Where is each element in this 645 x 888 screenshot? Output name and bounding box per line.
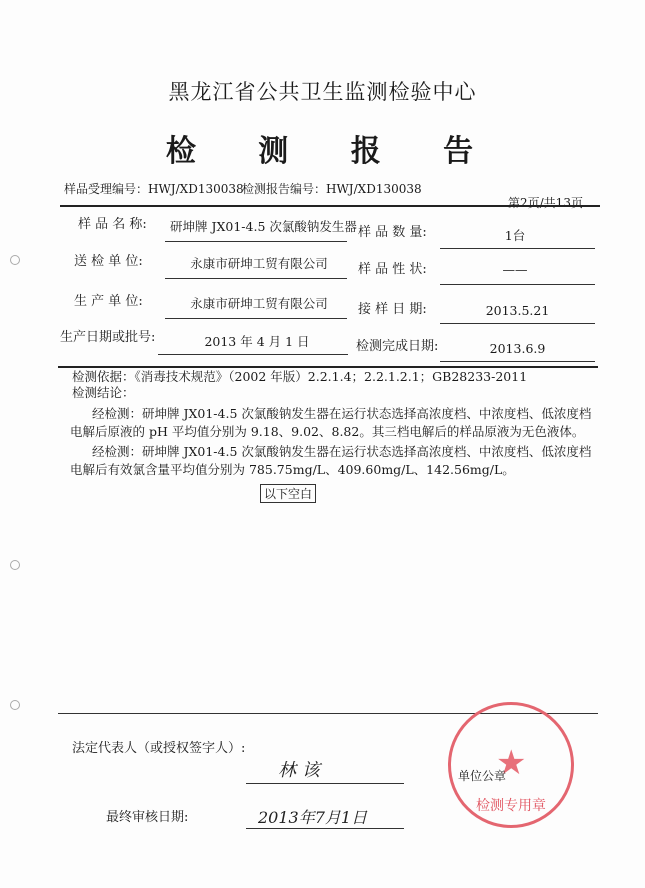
- field-underline: [440, 323, 595, 324]
- field-underline: [158, 354, 348, 355]
- field-underline: [165, 241, 347, 242]
- conclusion-para2-line1: 经检测：研坤牌 JX01-4.5 次氯酸钠发生器在运行状态选择高浓度档、中浓度档、低浓度档: [92, 444, 592, 459]
- conclusion-para2-line2: 电解后有效氯含量平均值分别为 785.75mg/L、409.60mg/L、142.56mg/L。: [70, 462, 515, 477]
- sample-qty-value: 1台: [504, 228, 526, 243]
- conclusion-para1-line1: 经检测：研坤牌 JX01-4.5 次氯酸钠发生器在运行状态选择高浓度档、中浓度档、低浓度档: [92, 406, 592, 421]
- sample-nature-label: 样 品 性 状:: [358, 262, 427, 277]
- field-underline: [165, 318, 347, 319]
- final-date-value: 2013年7月1日: [258, 808, 368, 827]
- sample-accept-no: 样品受理编号：HWJ/XD130038: [64, 182, 244, 196]
- sample-name-label: 样 品 名 称:: [78, 217, 147, 232]
- blank-below-note: 以下空白: [260, 484, 316, 503]
- field-underline: [440, 284, 595, 285]
- complete-date-value: 2013.6.9: [489, 341, 546, 356]
- sample-nature-value: ——: [502, 262, 528, 277]
- page-info: 第2页/共13页: [508, 196, 583, 210]
- sample-qty-label: 样 品 数 量:: [358, 225, 427, 240]
- producer-value: 永康市研坤工贸有限公司: [190, 296, 328, 311]
- header-rule: [60, 205, 600, 207]
- star-icon: ★: [496, 743, 527, 783]
- signature: 林 该: [278, 760, 320, 781]
- punch-hole: [10, 700, 20, 710]
- punch-hole: [10, 255, 20, 265]
- final-date-label: 最终审核日期:: [106, 810, 189, 825]
- sample-name-value: 研坤牌 JX01-4.5 次氯酸钠发生器: [170, 219, 357, 234]
- report-no: 检测报告编号：HWJ/XD130038: [242, 182, 422, 196]
- batch-label: 生产日期或批号:: [60, 330, 156, 345]
- seal-text: 检测专用章: [476, 798, 546, 814]
- batch-value: 2013 年 4 月 1 日: [204, 334, 310, 349]
- producer-label: 生 产 单 位:: [74, 294, 143, 309]
- date-line: [246, 828, 404, 829]
- receive-date-value: 2013.5.21: [485, 303, 550, 318]
- unit-seal-label: 单位公章: [458, 769, 507, 783]
- sender-value: 永康市研坤工贸有限公司: [190, 256, 328, 271]
- field-underline: [440, 248, 595, 249]
- organization-name: 黑龙江省公共卫生监测检验中心: [168, 80, 477, 104]
- legal-rep-label: 法定代表人（或授权签字人）:: [72, 741, 246, 756]
- complete-date-label: 检测完成日期:: [356, 339, 439, 354]
- conclusion-label: 检测结论：: [72, 385, 135, 400]
- conclusion-para1-line2: 电解后原液的 pH 平均值分别为 9.18、9.02、8.82。其三档电解后的样品原液为无色液体。: [70, 424, 585, 439]
- signature-line: [246, 783, 404, 784]
- field-underline: [440, 361, 595, 362]
- report-title: 检 测 报 告: [165, 134, 500, 169]
- sender-label: 送 检 单 位:: [74, 254, 143, 269]
- official-seal: [448, 702, 574, 828]
- field-underline: [165, 278, 347, 279]
- test-basis: 检测依据：《消毒技术规范》（2002 年版）2.2.1.4；2.2.1.2.1；GB28233-2011: [72, 369, 528, 384]
- punch-hole: [10, 560, 20, 570]
- receive-date-label: 接 样 日 期:: [358, 302, 427, 317]
